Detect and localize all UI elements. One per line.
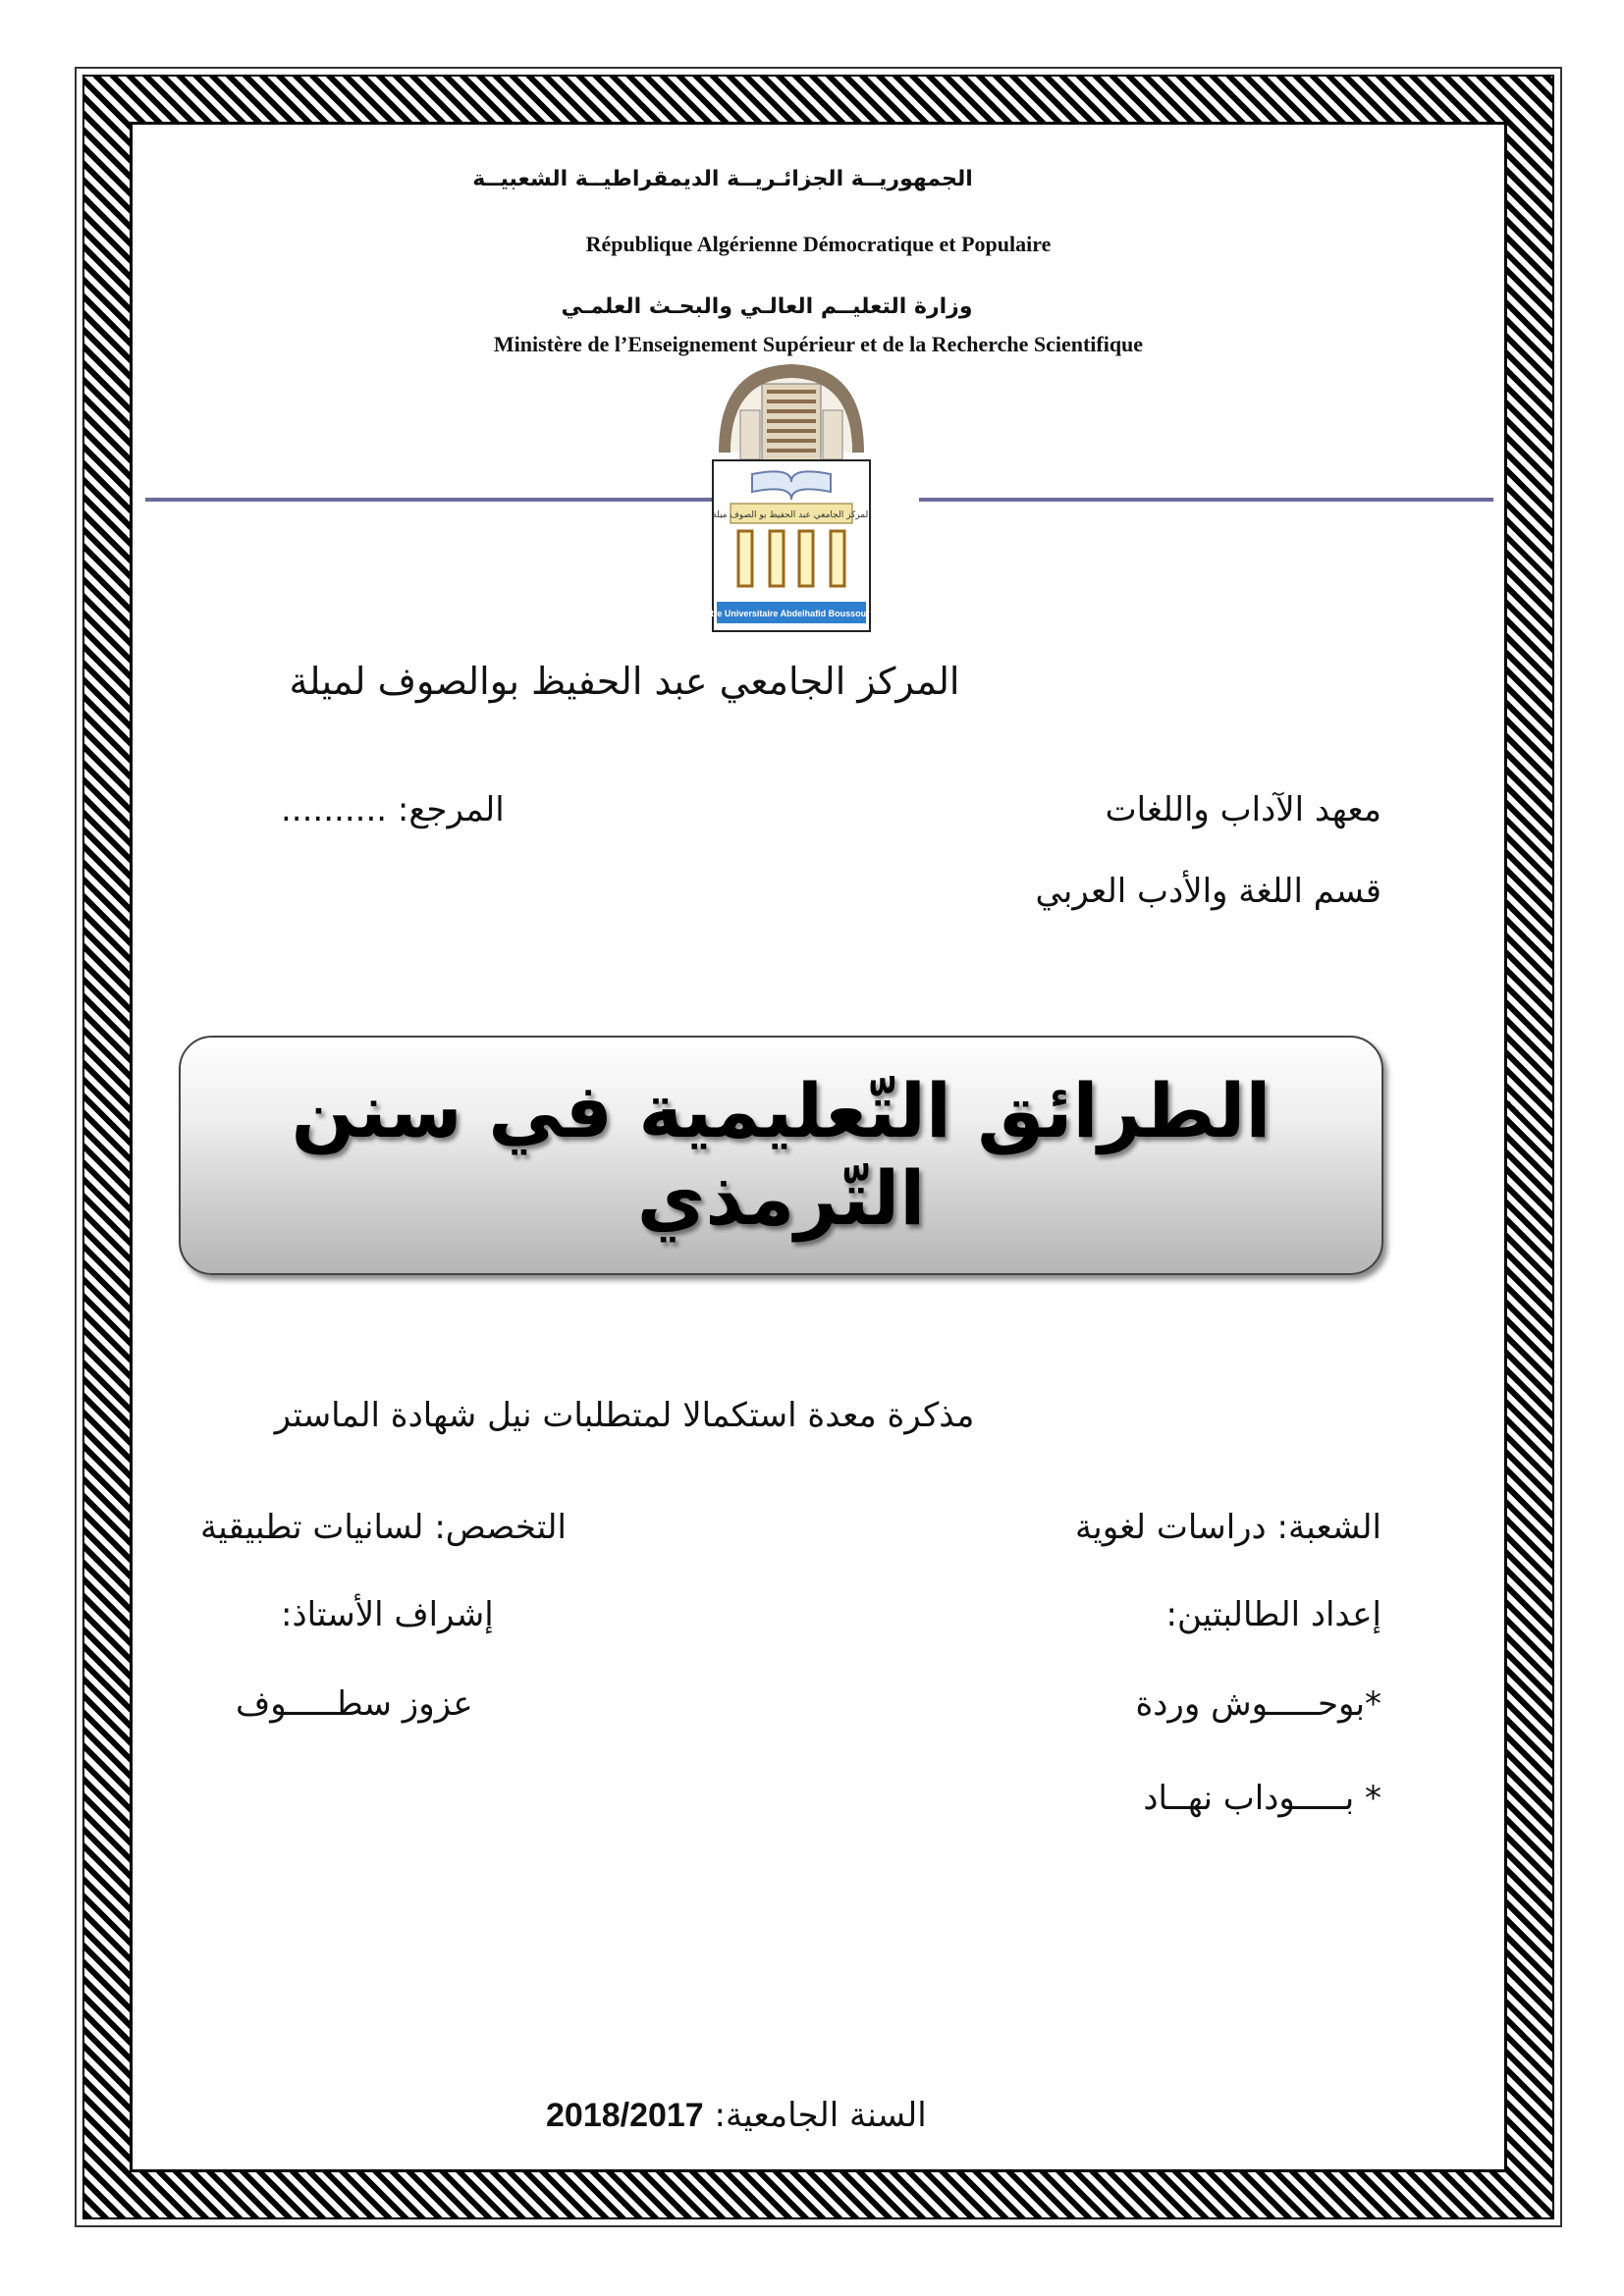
ministry-arabic: وزارة التعليــم العالـي والبحـث العلمـي (561, 294, 973, 319)
academic-year-value: 2018/2017 (546, 2097, 704, 2134)
reference-number: المرجع: .......... (281, 790, 505, 829)
thesis-subtitle: مذكرة معدة استكمالا لمتطلبات نيل شهادة الماستر (274, 1396, 975, 1435)
logo-caption: Centre Universitaire Abdelhafid Boussouf Mila (693, 609, 890, 618)
student-name-1: *بوحـــــوش وردة (1135, 1684, 1381, 1724)
supervisor-label: إشراف الأستاذ: (281, 1595, 494, 1634)
institution-name: المركز الجامعي عبد الحفيظ بوالصوف لميلة (289, 660, 960, 703)
prepared-by-label: إعداد الطالبتين: (1165, 1595, 1381, 1634)
thesis-title: الطرائق التّعليمية في سنن التّرمذي (291, 1067, 1272, 1242)
department-name: قسم اللغة والأدب العربي (1035, 872, 1381, 911)
specialty-field: التخصص: لسانيات تطبيقية (200, 1508, 567, 1547)
academic-year (546, 2096, 927, 2135)
republic-arabic: الجمهوريــة الجزائـريــة الديمقراطيــة الشعبيــة (472, 167, 973, 191)
institute-name: معهد الآداب واللغات (1105, 790, 1381, 829)
branch-field: الشعبة: دراسات لغوية (1075, 1508, 1381, 1547)
ministry-french: Ministère de l’Enseignement Supérieur et de la Recherche Scientifique (493, 332, 1144, 356)
header-rule-right (919, 498, 1493, 502)
title-box (179, 1036, 1383, 1275)
republic-french: République Algérienne Démocratique et Populaire (585, 232, 1052, 256)
supervisor-name: عزوز سطـــــوف (236, 1684, 473, 1724)
logo-banner-text: المركز الجامعي عبد الحفيظ بو الصوف ميلة (712, 510, 871, 520)
header-rule-left (145, 498, 715, 502)
cover-page (134, 126, 1503, 2168)
academic-year-label: السنة الجامعية: (714, 2096, 927, 2135)
university-logo (693, 356, 890, 631)
student-name-2: * بـــــوداب نهــاد (1143, 1779, 1381, 1818)
